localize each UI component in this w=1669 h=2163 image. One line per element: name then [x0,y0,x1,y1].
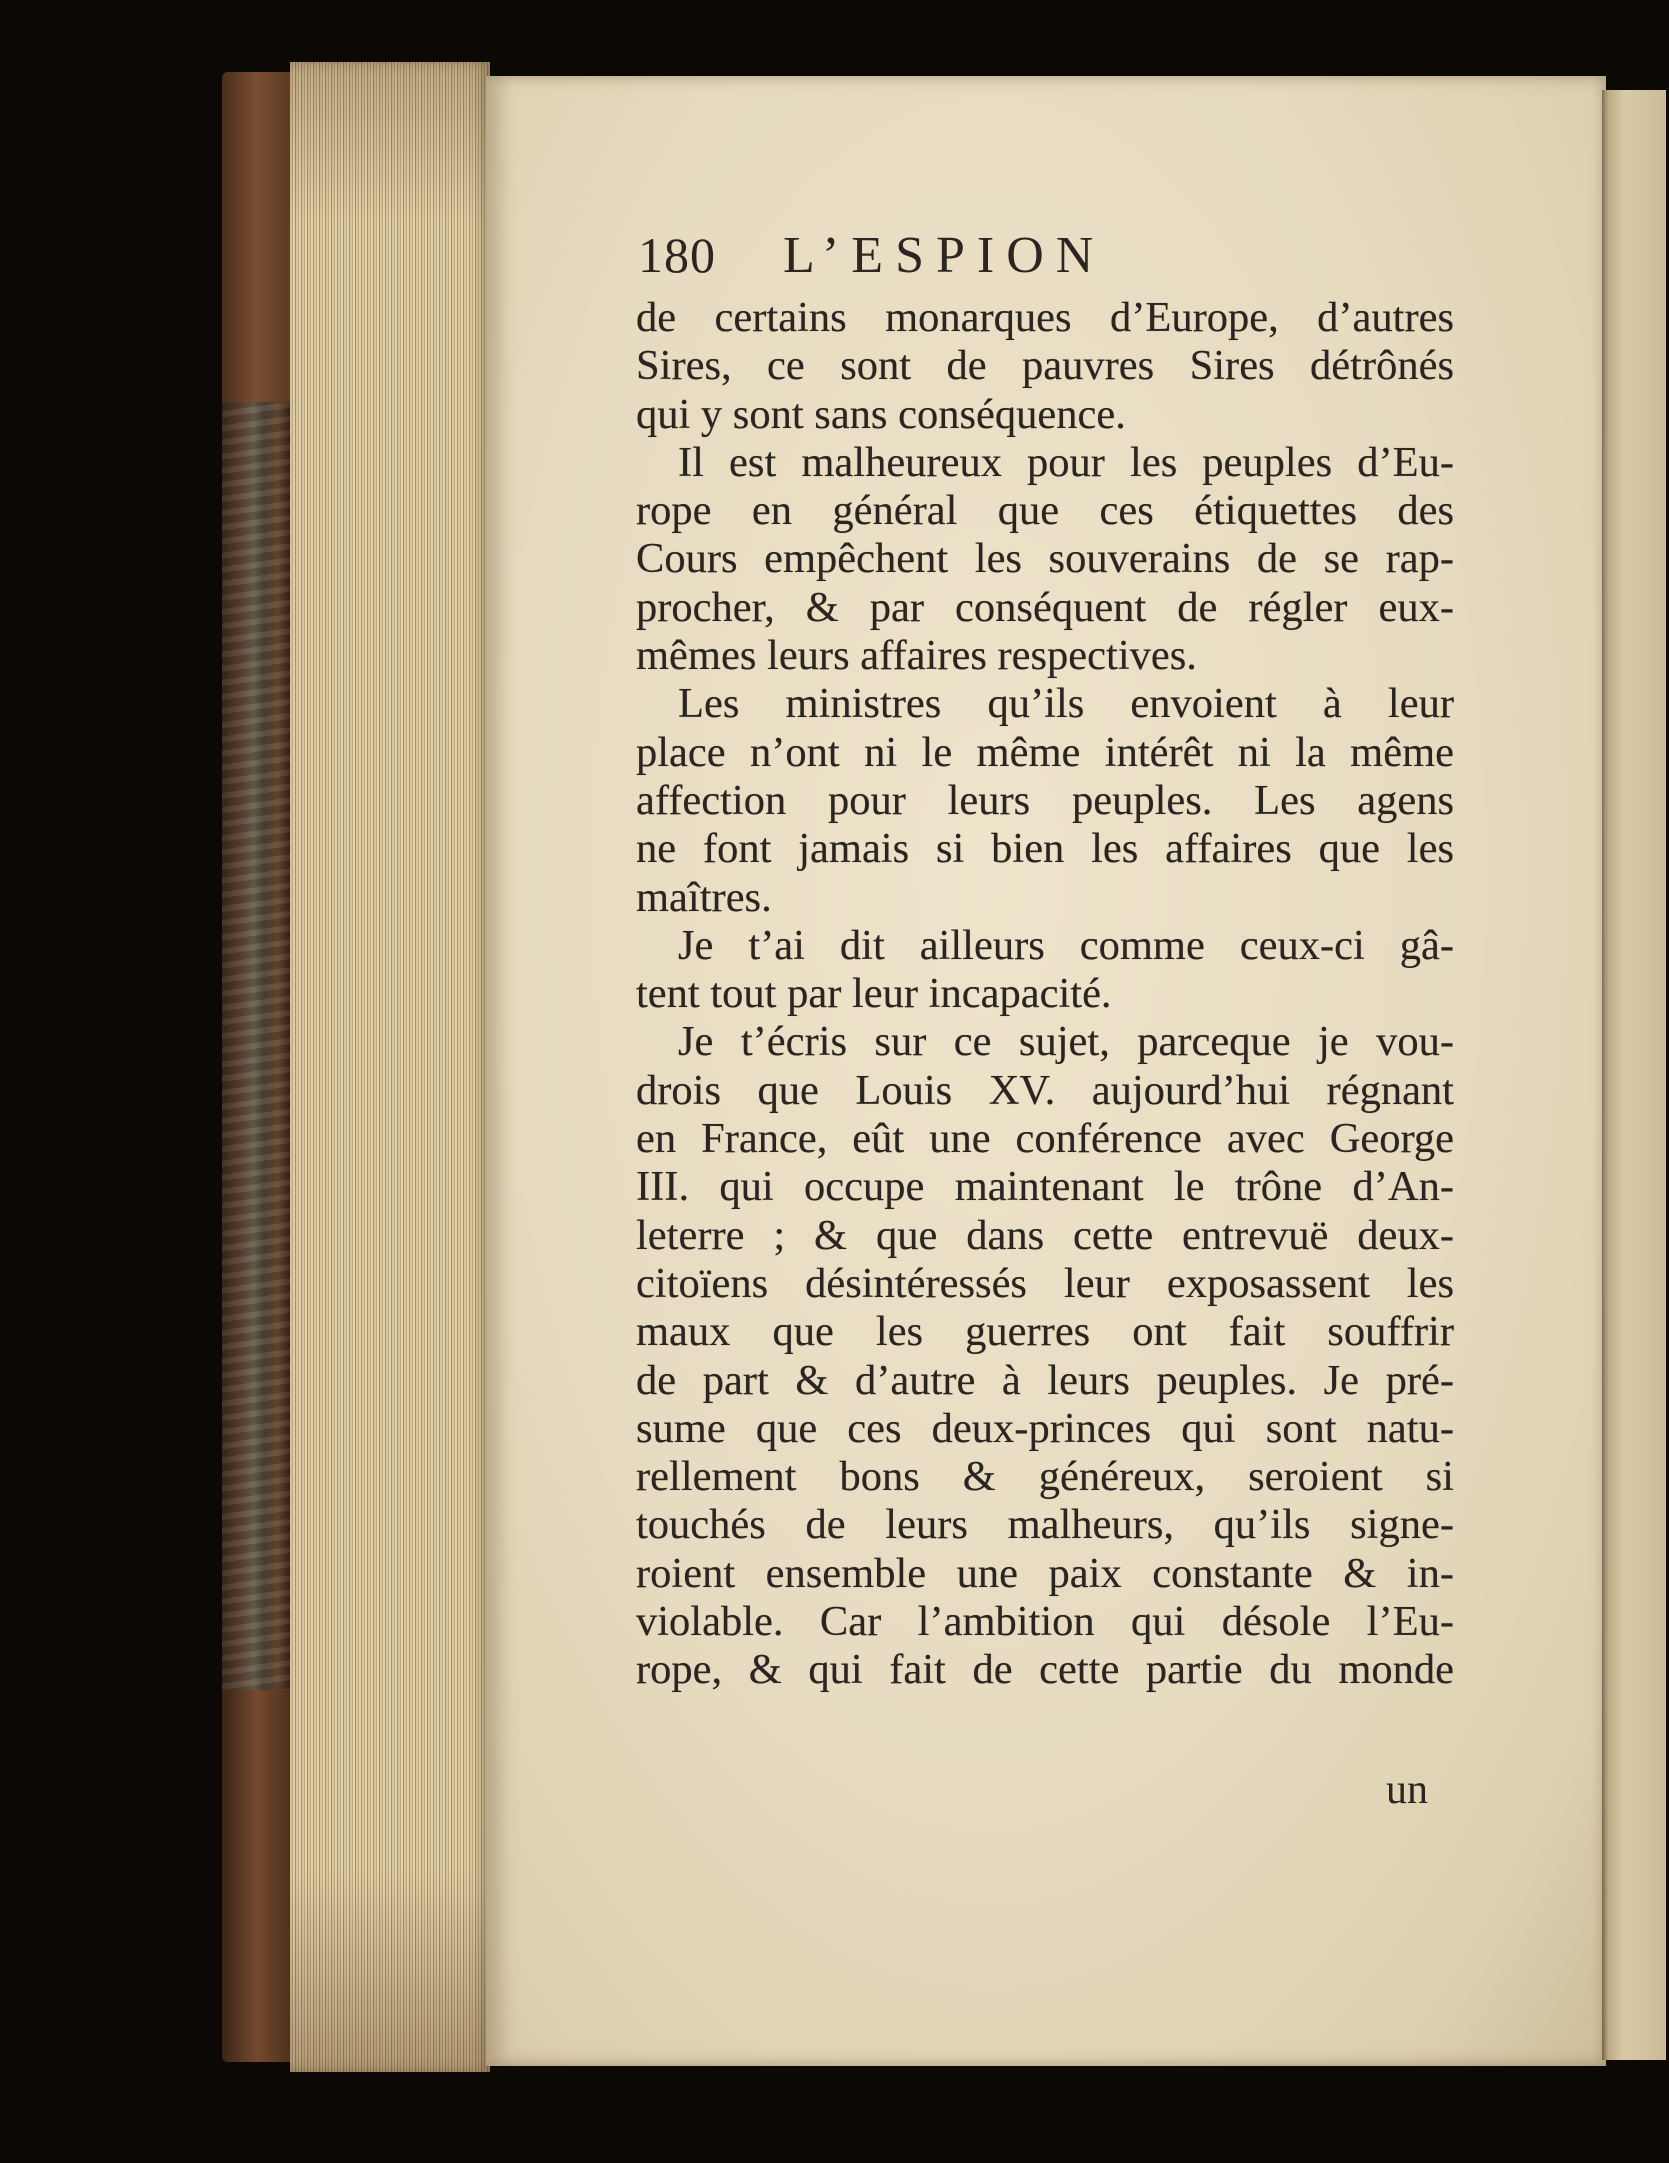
text-line: roient ensemble une paix constante & in- [636,1549,1454,1597]
text-line: sume que ces deux-princes qui sont natu- [636,1404,1454,1452]
catchword: un [1386,1767,1428,1813]
text-line: de part & d’autre à leurs peuples. Je pré- [636,1356,1454,1404]
text-line: touchés de leurs malheurs, qu’ils signe- [636,1501,1454,1549]
text-line: III. qui occupe maintenant le trône d’An- [636,1163,1454,1211]
running-head [638,226,1238,296]
text-line: Il est malheureux pour les peuples d’Eu- [678,438,1454,486]
text-line: ne font jamais si bien les affaires que les [636,825,1454,873]
text-line: affection pour leurs peuples. Les agens [636,776,1454,824]
spine-leather-bottom [222,1690,292,2062]
text-line: procher, & par conséquent de régler eux- [636,583,1454,631]
text-line: drois que Louis XV. aujourd’hui régnant [636,1066,1454,1114]
text-line: de certains monarques d’Europe, d’autres [636,294,1454,341]
text-line: rope en général que ces étiquettes des [636,487,1454,535]
text-line: en France, eût une conférence avec George [636,1115,1454,1163]
body-text [636,294,1454,1695]
facing-page-edge [1606,90,1666,2060]
text-line: rope, & qui fait de cette partie du monde [636,1646,1454,1694]
running-title: L’ESPION [783,227,1106,284]
text-line: leterre ; & que dans cette entrevuë deux- [636,1211,1454,1259]
text-line: citoïens désintéressés leur exposassent les [636,1259,1454,1307]
text-line: maux que les guerres ont fait souffrir [636,1308,1454,1356]
text-line: qui y sont sans conséquence. [636,390,1126,438]
text-line: maîtres. [636,873,772,921]
text-line: place n’ont ni le même intérêt ni la même [636,728,1454,776]
text-line: Je t’ai dit ailleurs comme ceux-ci gâ- [678,921,1454,969]
text-line: Cours empêchent les souverains de se rap- [636,535,1454,583]
page-number: 180 [638,227,716,283]
text-line: tent tout par leur incapacité. [636,970,1112,1018]
text-line: rellement bons & généreux, seroient si [636,1453,1454,1501]
text-line: mêmes leurs affaires respectives. [636,632,1197,680]
text-line: Je t’écris sur ce sujet, parceque je vou- [678,1018,1454,1066]
gutter-shadow [1602,90,1608,2060]
spine-leather-top [222,72,292,402]
text-line: violable. Car l’ambition qui désole l’Eu- [636,1598,1454,1646]
text-line: Sires, ce sont de pauvres Sires détrônés [636,342,1454,390]
text-line: Les ministres qu’ils envoient à leur [678,680,1454,728]
page-edges-shading [290,62,490,2072]
